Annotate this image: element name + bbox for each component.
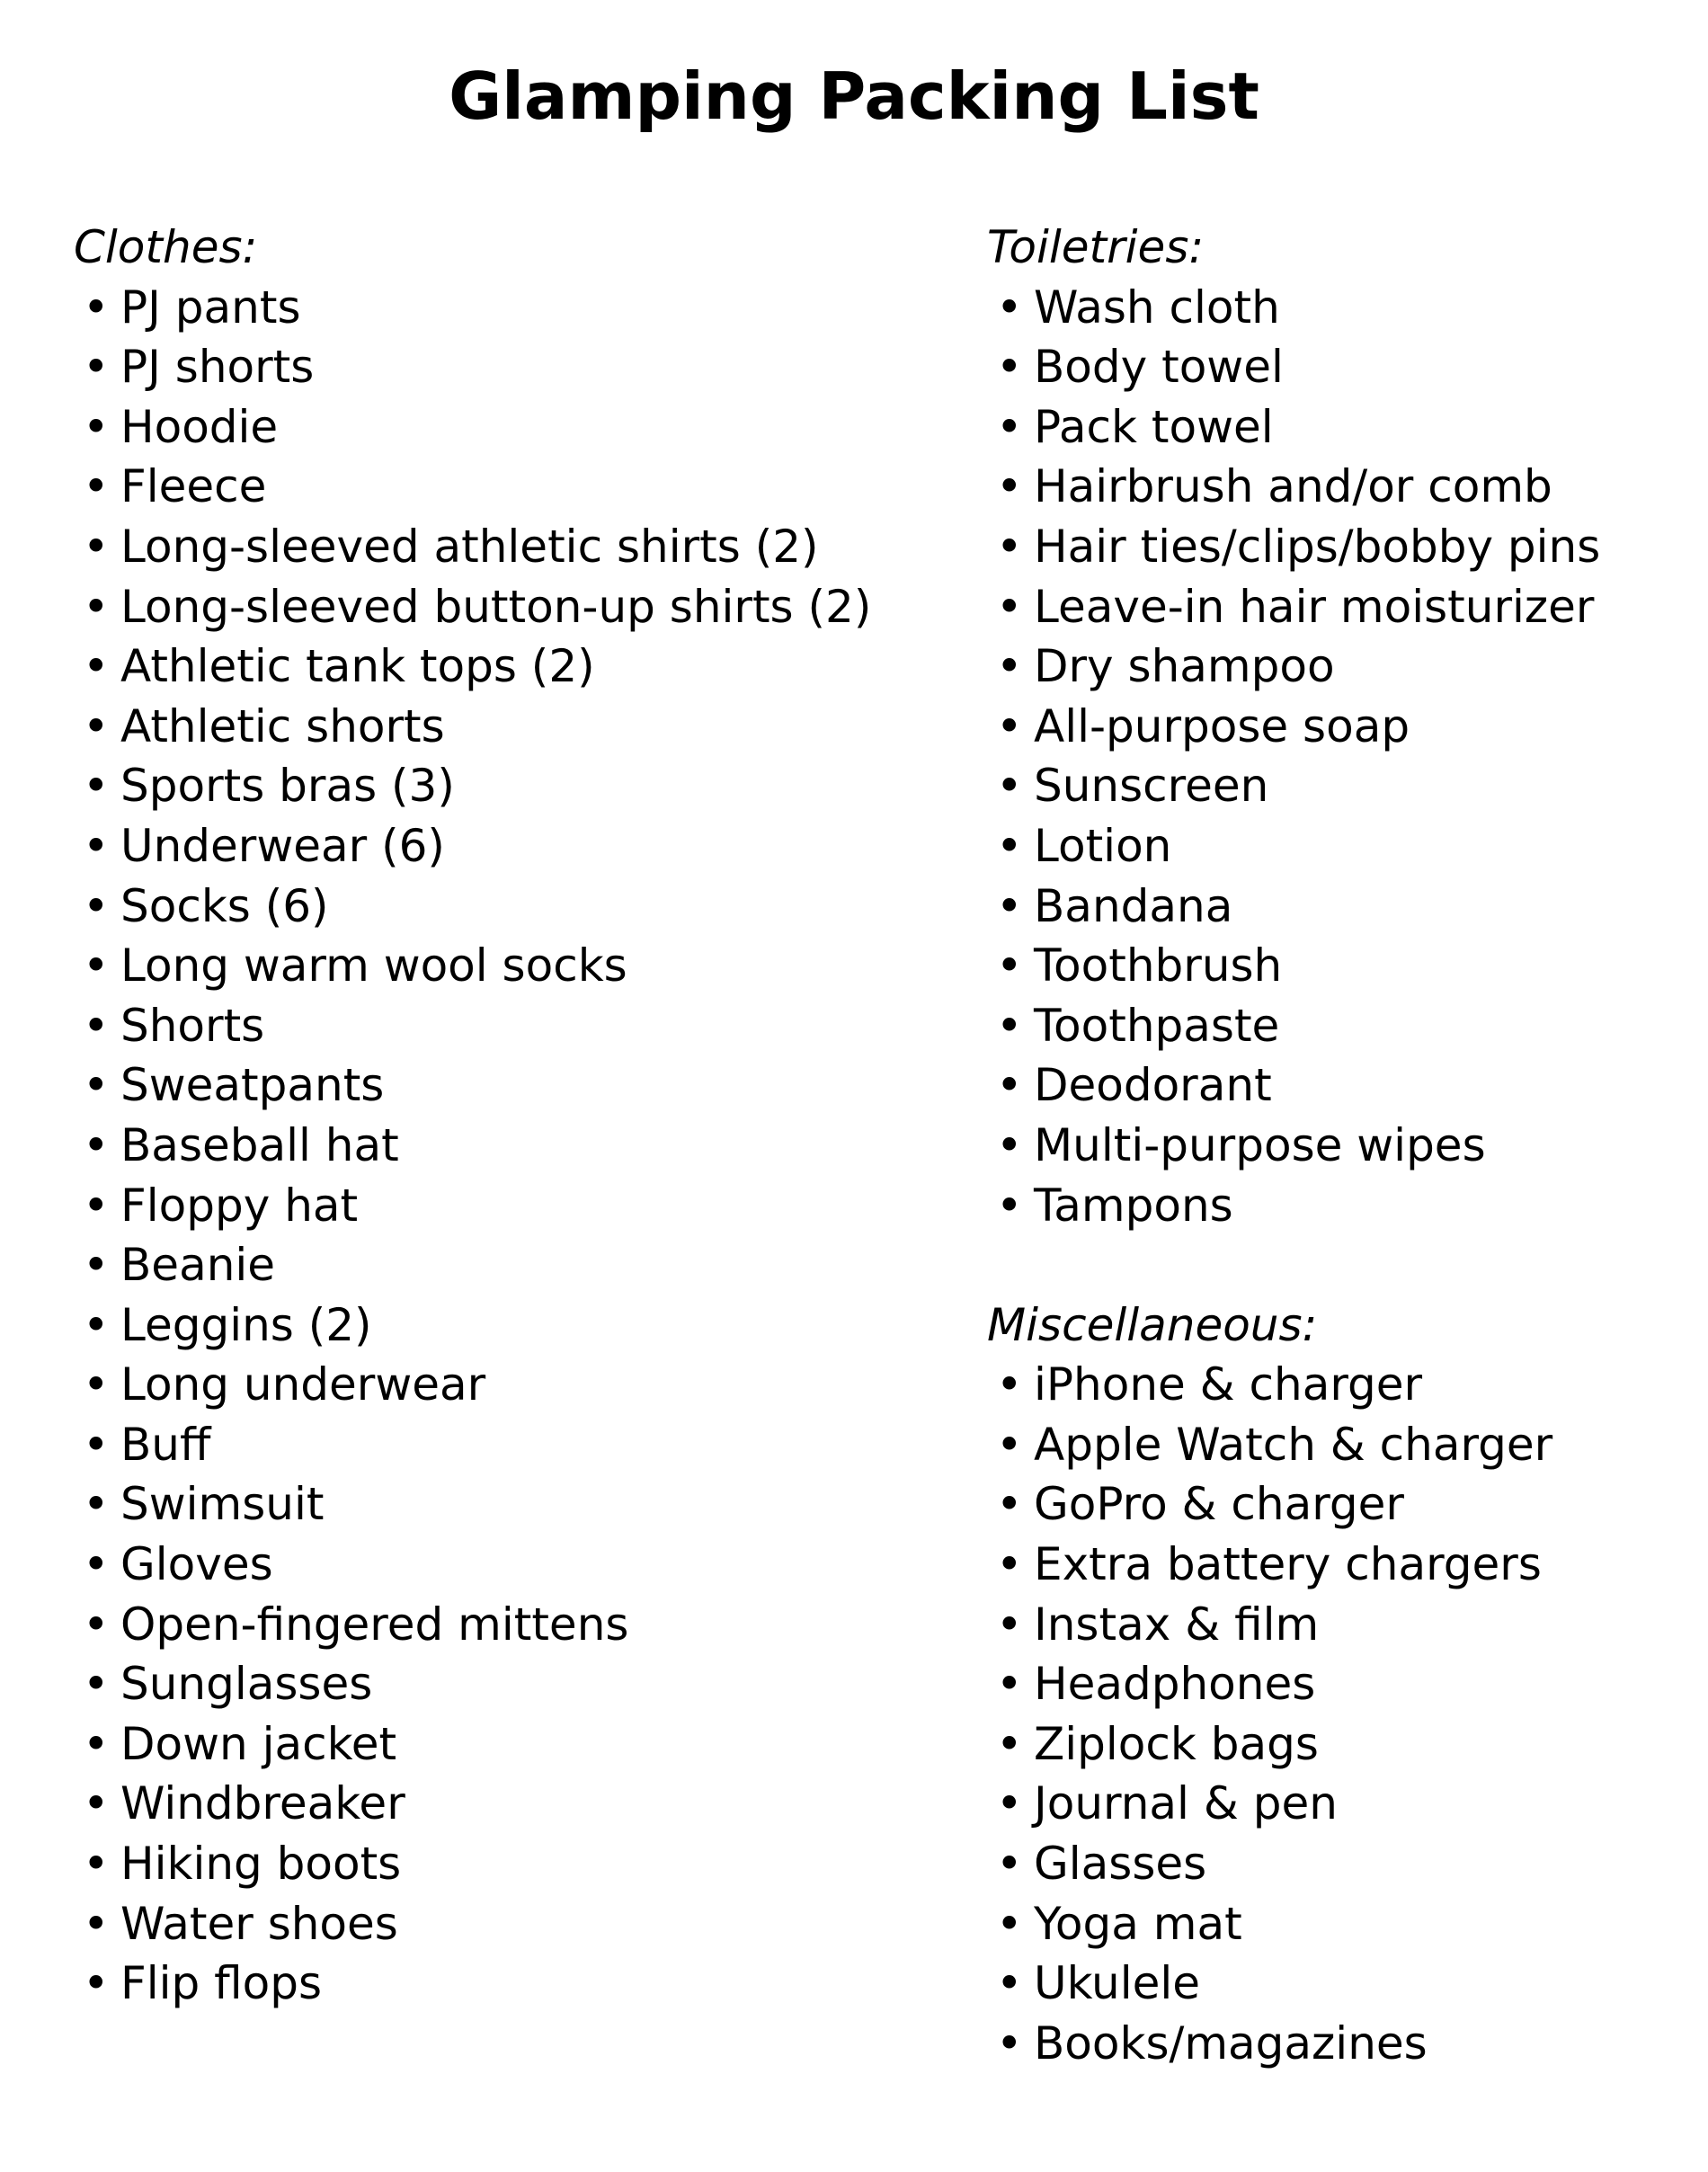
- list-item-label: Instax & film: [1034, 1598, 1320, 1651]
- list-item-label: Apple Watch & charger: [1034, 1418, 1553, 1471]
- list-item: [74, 577, 919, 637]
- list-item: [987, 1894, 1697, 1954]
- list-item-label: Shorts: [120, 999, 265, 1052]
- list-item: [74, 1834, 919, 1894]
- list-item-label: Extra battery chargers: [1034, 1538, 1542, 1591]
- bullet-icon: •: [83, 341, 110, 394]
- section-spacer: [987, 1235, 1697, 1295]
- list-item-label: Headphones: [1034, 1658, 1316, 1711]
- page-title: Glamping Packing List: [449, 58, 1259, 134]
- list-item: [987, 397, 1697, 458]
- list-item: [74, 397, 919, 458]
- miscellaneous-list: [987, 1355, 1697, 2073]
- list-item-label: Down jacket: [120, 1717, 397, 1770]
- list-item: [74, 1535, 919, 1595]
- bullet-icon: •: [996, 1777, 1023, 1830]
- list-item-label: Long-sleeved button-up shirts (2): [120, 580, 872, 633]
- bullet-icon: •: [996, 819, 1023, 872]
- list-item-label: Deodorant: [1034, 1059, 1272, 1112]
- bullet-icon: •: [996, 460, 1023, 513]
- list-item: [987, 517, 1697, 577]
- bullet-icon: •: [83, 939, 110, 993]
- clothes-list: [74, 278, 919, 2014]
- bullet-icon: •: [83, 1777, 110, 1830]
- list-item: [987, 996, 1697, 1056]
- bullet-icon: •: [996, 760, 1023, 813]
- list-item-label: Glasses: [1034, 1838, 1207, 1891]
- bullet-icon: •: [83, 879, 110, 932]
- bullet-icon: •: [996, 1538, 1023, 1591]
- bullet-icon: •: [996, 640, 1023, 693]
- bullet-icon: •: [83, 640, 110, 693]
- list-item: [987, 457, 1697, 517]
- list-item-label: Open-fingered mittens: [120, 1598, 629, 1651]
- list-item-label: Baseball hat: [120, 1118, 399, 1171]
- list-item: [74, 457, 919, 517]
- list-item: [987, 1595, 1697, 1655]
- bullet-icon: •: [83, 1598, 110, 1651]
- list-item: [987, 1535, 1697, 1595]
- bullet-icon: •: [83, 580, 110, 633]
- bullet-icon: •: [83, 1418, 110, 1471]
- bullet-icon: •: [996, 1598, 1023, 1651]
- bullet-icon: •: [996, 1418, 1023, 1471]
- list-item-label: Floppy hat: [120, 1179, 359, 1232]
- list-item-label: Pack towel: [1034, 400, 1274, 453]
- list-item-label: Socks (6): [120, 879, 329, 932]
- list-item-label: Sunglasses: [120, 1658, 373, 1711]
- bullet-icon: •: [83, 1298, 110, 1351]
- section-heading-miscellaneous: Miscellaneous:: [987, 1298, 1318, 1351]
- bullet-icon: •: [996, 1658, 1023, 1711]
- bullet-icon: •: [83, 520, 110, 573]
- list-item: [74, 697, 919, 757]
- list-item: [74, 1055, 919, 1116]
- bullet-icon: •: [83, 1358, 110, 1411]
- list-item: [74, 278, 919, 338]
- list-item-label: GoPro & charger: [1034, 1478, 1404, 1531]
- list-item: [987, 2014, 1697, 2074]
- list-item-label: Hairbrush and/or comb: [1034, 460, 1552, 513]
- list-item-label: Windbreaker: [120, 1777, 405, 1830]
- bullet-icon: •: [996, 1478, 1023, 1531]
- list-item-label: Leave-in hair moisturizer: [1034, 580, 1595, 633]
- list-item-label: Underwear (6): [120, 819, 445, 872]
- bullet-icon: •: [996, 879, 1023, 932]
- bullet-icon: •: [996, 280, 1023, 334]
- list-item: [987, 1055, 1697, 1116]
- list-item-label: Hair ties/clips/bobby pins: [1034, 520, 1601, 573]
- bullet-icon: •: [996, 580, 1023, 633]
- bullet-icon: •: [83, 760, 110, 813]
- list-item: [74, 936, 919, 996]
- bullet-icon: •: [996, 520, 1023, 573]
- list-item: [74, 996, 919, 1056]
- bullet-icon: •: [83, 1897, 110, 1950]
- list-item: [987, 877, 1697, 937]
- bullet-icon: •: [996, 1717, 1023, 1770]
- list-item: [74, 636, 919, 697]
- list-item: [74, 1714, 919, 1775]
- list-item-label: Hoodie: [120, 400, 279, 453]
- bullet-icon: •: [996, 1358, 1023, 1411]
- list-item: [74, 1595, 919, 1655]
- list-item: [74, 877, 919, 937]
- list-item: [74, 1894, 919, 1954]
- list-item: [987, 1415, 1697, 1475]
- bullet-icon: •: [996, 1838, 1023, 1891]
- list-item-label: PJ pants: [120, 280, 301, 334]
- list-item: [987, 1834, 1697, 1894]
- bullet-icon: •: [83, 1658, 110, 1711]
- list-item: [74, 1415, 919, 1475]
- bullet-icon: •: [83, 1717, 110, 1770]
- list-item-label: iPhone & charger: [1034, 1358, 1423, 1411]
- list-item: [987, 1355, 1697, 1415]
- bullet-icon: •: [83, 1538, 110, 1591]
- bullet-icon: •: [83, 699, 110, 752]
- list-item: [987, 1474, 1697, 1535]
- list-item-label: Sweatpants: [120, 1059, 385, 1112]
- bullet-icon: •: [83, 280, 110, 334]
- list-item: [987, 936, 1697, 996]
- list-item-label: Beanie: [120, 1239, 276, 1292]
- list-item: [74, 816, 919, 877]
- bullet-icon: •: [996, 1179, 1023, 1232]
- bullet-icon: •: [83, 1957, 110, 2010]
- list-item: [74, 1235, 919, 1295]
- list-item-label: Ziplock bags: [1034, 1717, 1319, 1770]
- list-item: [987, 577, 1697, 637]
- bullet-icon: •: [996, 341, 1023, 394]
- list-item-label: PJ shorts: [120, 341, 315, 394]
- list-item: [987, 278, 1697, 338]
- list-item: [987, 1714, 1697, 1775]
- list-item-label: Journal & pen: [1034, 1777, 1338, 1830]
- list-item-label: Gloves: [120, 1538, 273, 1591]
- toiletries-list: [987, 278, 1697, 1236]
- bullet-icon: •: [996, 699, 1023, 752]
- list-item-label: Wash cloth: [1034, 280, 1280, 334]
- list-item: [74, 337, 919, 397]
- list-item-label: Hiking boots: [120, 1838, 402, 1891]
- bullet-icon: •: [83, 1059, 110, 1112]
- list-item-label: Athletic shorts: [120, 699, 445, 752]
- bullet-icon: •: [996, 2016, 1023, 2070]
- list-item: [74, 1774, 919, 1834]
- bullet-icon: •: [996, 400, 1023, 453]
- list-item-label: Water shoes: [120, 1897, 398, 1950]
- bullet-icon: •: [996, 1118, 1023, 1171]
- list-item-label: Yoga mat: [1034, 1897, 1242, 1950]
- list-item: [74, 1176, 919, 1236]
- bullet-icon: •: [996, 1059, 1023, 1112]
- bullet-icon: •: [83, 1239, 110, 1292]
- clothes-column: [74, 218, 919, 2014]
- list-item-label: Body towel: [1034, 341, 1284, 394]
- list-item-label: Ukulele: [1034, 1957, 1201, 2010]
- list-item: [74, 517, 919, 577]
- list-item: [74, 1654, 919, 1714]
- list-item-label: Fleece: [120, 460, 267, 513]
- list-item-label: Long warm wool socks: [120, 939, 627, 993]
- list-item-label: Toothpaste: [1034, 999, 1280, 1052]
- list-item: [74, 1355, 919, 1415]
- bullet-icon: •: [83, 999, 110, 1052]
- list-item: [74, 1954, 919, 2014]
- list-item-label: Lotion: [1034, 819, 1172, 872]
- bullet-icon: •: [83, 1179, 110, 1232]
- list-item-label: Dry shampoo: [1034, 640, 1335, 693]
- list-item: [987, 636, 1697, 697]
- bullet-icon: •: [83, 819, 110, 872]
- bullet-icon: •: [83, 400, 110, 453]
- bullet-icon: •: [996, 999, 1023, 1052]
- toiletries-misc-column: [987, 218, 1697, 2073]
- list-item: [74, 1295, 919, 1356]
- list-item-label: Athletic tank tops (2): [120, 640, 595, 693]
- list-item: [987, 697, 1697, 757]
- bullet-icon: •: [83, 1838, 110, 1891]
- list-item-label: Flip flops: [120, 1957, 323, 2010]
- bullet-icon: •: [83, 460, 110, 513]
- section-heading-toiletries: Toiletries:: [987, 221, 1205, 273]
- list-item-label: Swimsuit: [120, 1478, 325, 1531]
- list-item: [987, 1954, 1697, 2014]
- list-item: [987, 1116, 1697, 1176]
- list-item-label: Leggins (2): [120, 1298, 372, 1351]
- list-item-label: Long-sleeved athletic shirts (2): [120, 520, 819, 573]
- list-item-label: Sports bras (3): [120, 760, 455, 813]
- list-item-label: Sunscreen: [1034, 760, 1269, 813]
- list-item-label: Multi-purpose wipes: [1034, 1118, 1486, 1171]
- list-item-label: Bandana: [1034, 879, 1233, 932]
- list-item: [987, 337, 1697, 397]
- bullet-icon: •: [83, 1478, 110, 1531]
- list-item: [74, 1116, 919, 1176]
- list-item: [987, 816, 1697, 877]
- bullet-icon: •: [996, 1897, 1023, 1950]
- list-item-label: Tampons: [1034, 1179, 1233, 1232]
- bullet-icon: •: [996, 939, 1023, 993]
- list-item: [987, 1774, 1697, 1834]
- list-item: [74, 1474, 919, 1535]
- list-item-label: Long underwear: [120, 1358, 486, 1411]
- list-item: [987, 756, 1697, 816]
- section-heading-clothes: Clothes:: [74, 221, 258, 273]
- list-item: [987, 1654, 1697, 1714]
- list-item: [74, 756, 919, 816]
- bullet-icon: •: [83, 1118, 110, 1171]
- list-item: [987, 1176, 1697, 1236]
- bullet-icon: •: [996, 1957, 1023, 2010]
- list-item-label: Toothbrush: [1034, 939, 1283, 993]
- list-item-label: Buff: [120, 1418, 211, 1471]
- list-item-label: Books/magazines: [1034, 2016, 1428, 2070]
- list-item-label: All-purpose soap: [1034, 699, 1410, 752]
